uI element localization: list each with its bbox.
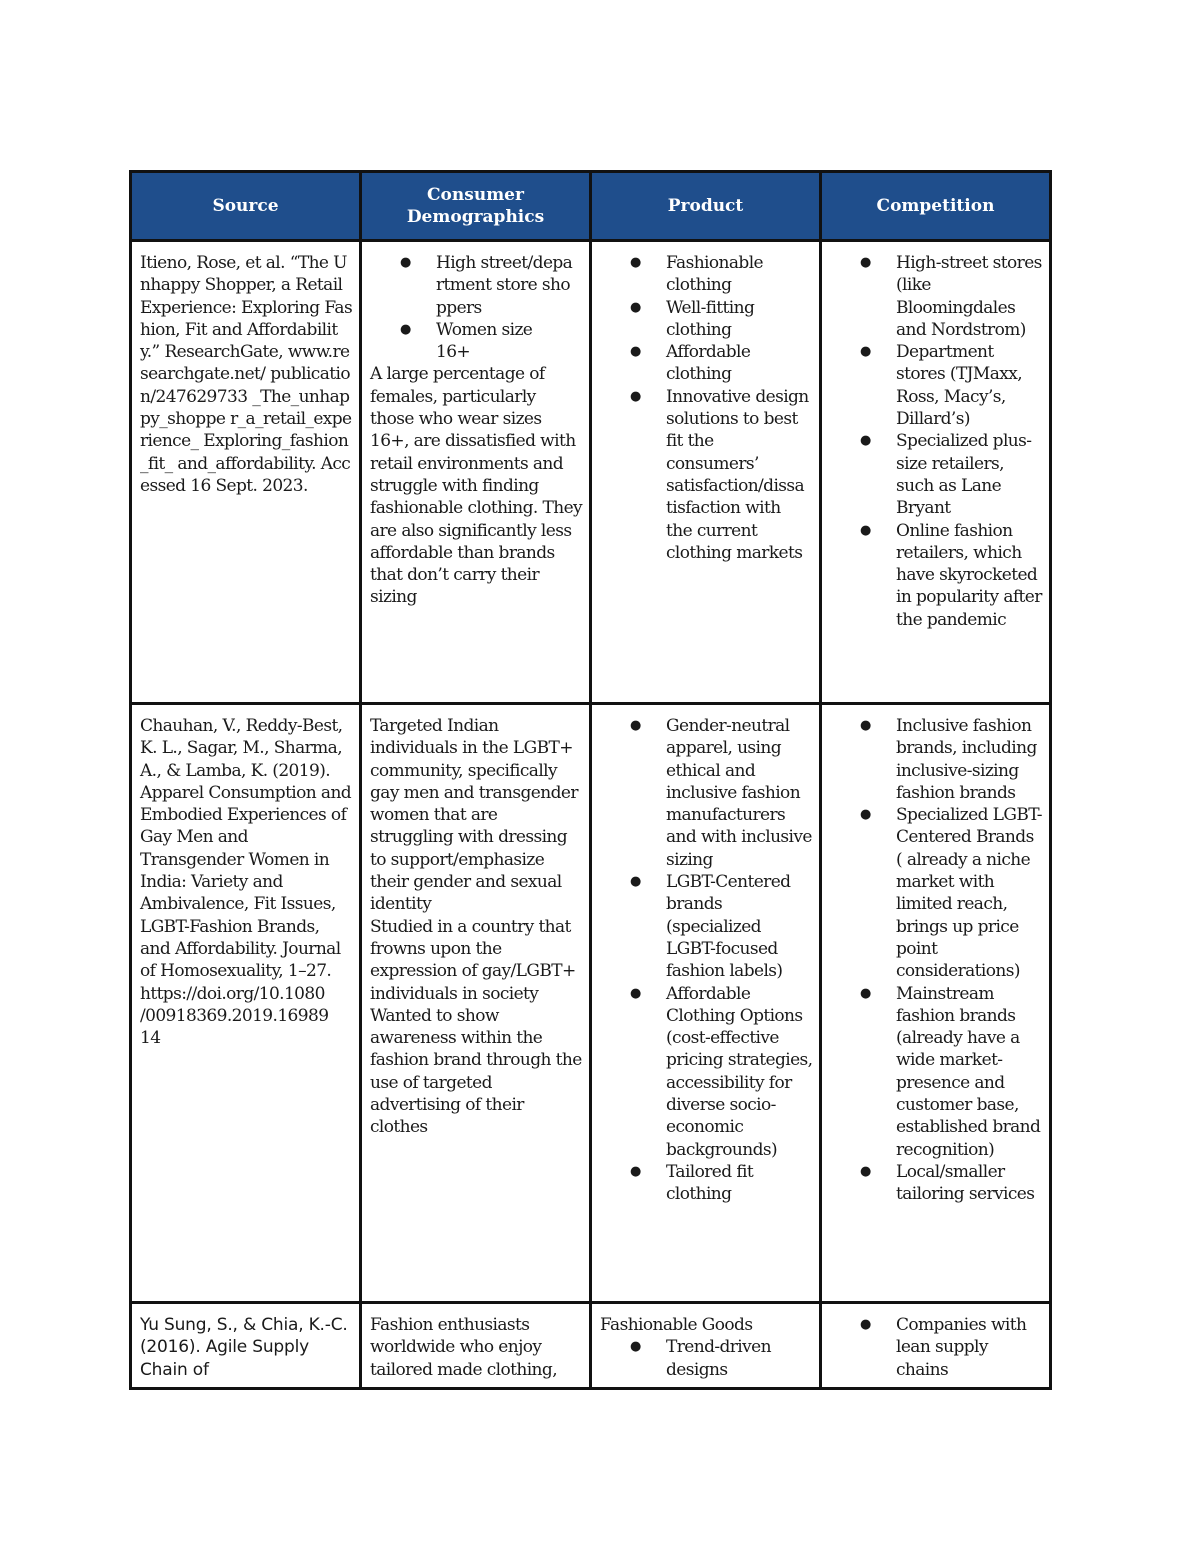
- table-header-row: [131, 172, 1051, 241]
- table-row: [131, 241, 1051, 704]
- list-item: ● Inclusive fashion brands, including inclusive-sizing fashion brands: [896, 715, 1043, 804]
- list-item: ● Affordable clothing: [666, 341, 809, 386]
- source-cell: [131, 704, 361, 1303]
- demographics-cell: [361, 704, 591, 1303]
- header-competition: Competition: [821, 172, 1051, 241]
- source-citation: Itieno, Rose, et al. “The Unhappy Shopper, a Retail Experience: Exploring Fashion, Fit and Affordability.” ResearchGate, www.researchgate.net/ publication/247629733 _The_unhappy_shoppe r_a_retail_experience_ Exploring_fashion_fit_ and_affordability. Accessed 16 Sept. 2023.: [140, 253, 353, 496]
- product-cell: [591, 704, 821, 1303]
- list-item: ● Companies with lean supply chains: [896, 1314, 1043, 1381]
- source-citation: Yu Sung, S., & Chia, K.-C. (2016). Agile Supply Chain of: [140, 1315, 348, 1380]
- source-cell: [131, 241, 361, 704]
- list-item: ● Specialized plus-size retailers, such as Lane Bryant: [896, 430, 1043, 519]
- header-source: Source: [131, 172, 361, 241]
- competition-cell: [821, 241, 1051, 704]
- header-product: Product: [591, 172, 821, 241]
- product-list: [600, 252, 813, 564]
- list-item: ● Gender-neutral apparel, using ethical and inclusive fashion manufacturers and with inclusive sizing: [666, 715, 813, 871]
- list-item: ● Specialized LGBT-Centered Brands ( already a niche market with limited reach, brings up price point considerations): [896, 804, 1043, 982]
- demographics-text: A large percentage of females, particularly those who wear sizes 16+, are dissatisfied with retail environments and struggle with finding fashionable clothing. They are also significantly less affordable than brands that don’t carry their sizing: [370, 364, 583, 608]
- list-item: ● Fashionable clothing: [666, 252, 809, 297]
- competition-list: [830, 1314, 1043, 1381]
- list-item: ● Women size 16+: [436, 319, 575, 364]
- header-consumer-demographics: Consumer Demographics: [361, 172, 591, 241]
- research-table: [129, 170, 1052, 1390]
- demographics-paragraph: Wanted to show awareness within the fashion brand through the use of targeted advertising of their clothes: [370, 1005, 582, 1138]
- list-item: ● Mainstream fashion brands (already have a wide market-presence and customer base, established brand recognition): [896, 983, 1043, 1161]
- competition-list: [830, 252, 1043, 631]
- competition-list: [830, 715, 1043, 1206]
- table-row: [131, 1303, 1051, 1389]
- list-item: ● Affordable Clothing Options (cost-effective pricing strategies, accessibility for diverse socio-economic backgrounds): [666, 983, 813, 1161]
- list-item: ● Local/smaller tailoring services: [896, 1161, 1043, 1206]
- list-item: ● Well-fitting clothing: [666, 297, 809, 342]
- demographics-list: [370, 252, 583, 363]
- list-item: ● Department stores (TJMaxx, Ross, Macy’s, Dillard’s): [896, 341, 1043, 430]
- competition-cell: [821, 1303, 1051, 1389]
- demographics-paragraph: Targeted Indian individuals in the LGBT+ community, specifically gay men and transgender women that are struggling with dressing to support/emphasize their gender and sexual identity: [370, 716, 578, 915]
- product-cell: [591, 241, 821, 704]
- product-cell: [591, 1303, 821, 1389]
- list-item: ● Innovative design solutions to best fit the consumers’ satisfaction/dissatisfaction with the current clothing markets: [666, 386, 809, 564]
- product-text: Fashionable Goods: [600, 1315, 753, 1335]
- competition-cell: [821, 704, 1051, 1303]
- list-item: ● LGBT-Centered brands (specialized LGBT-focused fashion labels): [666, 871, 813, 982]
- list-item: ● Tailored fit clothing: [666, 1161, 813, 1206]
- list-item: ● Online fashion retailers, which have skyrocketed in popularity after the pandemic: [896, 520, 1043, 631]
- source-citation: Chauhan, V., Reddy-Best, K. L., Sagar, M., Sharma, A., & Lamba, K. (2019). Apparel Consumption and Embodied Experiences of Gay Men and Transgender Women in India: Variety and Ambivalence, Fit Issues, LGBT-Fashion Brands, and Affordability. Journal of Homosexuality, 1–27. https://doi.org/10.1080 /00918369.2019.16989 14: [140, 716, 352, 1049]
- list-item: ● High-street stores (like Bloomingdales and Nordstrom): [896, 252, 1043, 341]
- demographics-text: Fashion enthusiasts worldwide who enjoy tailored made clothing,: [370, 1315, 557, 1380]
- list-item: ● High street/department store shoppers: [436, 252, 575, 319]
- product-list: [600, 1336, 813, 1381]
- list-item: ● Trend-driven designs: [666, 1336, 813, 1381]
- demographics-cell: [361, 1303, 591, 1389]
- product-list: [600, 715, 813, 1206]
- source-cell: [131, 1303, 361, 1389]
- table-row: [131, 704, 1051, 1303]
- demographics-paragraph: Studied in a country that frowns upon the expression of gay/LGBT+ individuals in society: [370, 916, 576, 1004]
- demographics-cell: [361, 241, 591, 704]
